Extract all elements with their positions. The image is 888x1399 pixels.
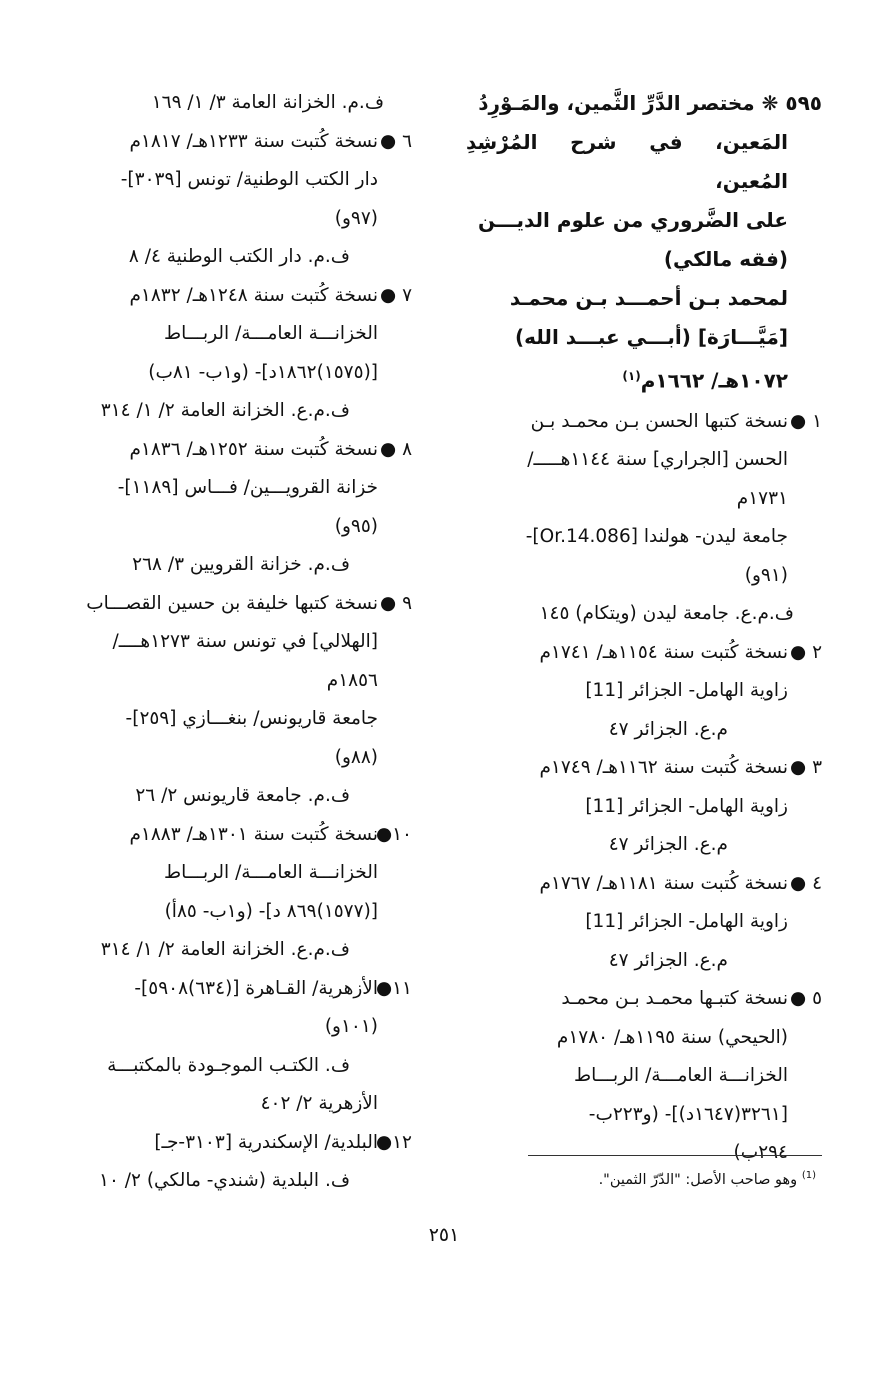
catalog-reference: م.ع. الجزائر ٤٧ xyxy=(608,949,728,971)
entry-text: (١٠١و) xyxy=(324,1016,378,1037)
entry-text: البلدية/ الإسكندرية [٣١٠٣-جـ] xyxy=(154,1131,378,1153)
entry-number: ٧ ● xyxy=(380,284,412,306)
entry-number: ٩ ● xyxy=(380,592,412,614)
entry-text: (الحيحي) سنة ١١٩٥هـ/ ١٧٨٠م xyxy=(556,1026,788,1048)
entry-text: نسخة كُتبت سنة ١١٦٢هـ/ ١٧٤٩م xyxy=(539,757,788,779)
entry-text: الأزهرية/ القـاهرة [(٦٣٤)٥٩٠٨]- xyxy=(134,977,378,999)
page-number: ٢٥١ xyxy=(428,1224,460,1246)
library-location: [٣٢٦١(١٦٤٧د)]- (و٢٢٣ب- xyxy=(588,1103,788,1125)
catalog-reference: ف.م. دار الكتب الوطنية ٤/ ٨ xyxy=(128,246,350,267)
manuscript-entry-4 xyxy=(466,865,822,981)
entry-number: ٥ ● xyxy=(790,988,822,1010)
entry-text: نسخة كتبها خليفة بن حسين القصـــاب xyxy=(86,592,378,614)
entry-text: نسخة كتبها الحسن بـن محمـد بـن xyxy=(530,410,788,432)
library-location: خزانة القرويـــين/ فـــاس [١١٨٩]- xyxy=(117,477,378,498)
catalog-reference: م.ع. الجزائر ٤٧ xyxy=(608,718,728,740)
catalog-reference: م.ع. الجزائر ٤٧ xyxy=(608,834,728,856)
manuscript-entry-2 xyxy=(466,634,822,750)
library-location: (٨٨و) xyxy=(334,746,378,768)
heading-line: على الضَّروري من علوم الديـــن xyxy=(477,208,788,232)
catalog-reference: ف.م. خزانة القرويين ٣/ ٢٦٨ xyxy=(132,554,350,575)
footnote-divider xyxy=(528,1155,822,1156)
library-location: زاوية الهامل- الجزائر [11] xyxy=(585,680,788,702)
entry-text: نسخة كُتبت سنة ١٢٥٢هـ/ ١٨٣٦م xyxy=(129,438,378,460)
entry-text: نسخة كُتبت سنة ١١٨١هـ/ ١٧٦٧م xyxy=(539,872,788,894)
manuscript-entry-10 xyxy=(40,816,412,970)
footnote-text: وهو صاحب الأصل: "الدّرّ الثمين". xyxy=(598,1171,798,1188)
library-location: (٩١و) xyxy=(744,564,788,586)
manuscript-entry-8 xyxy=(40,431,412,585)
entry-number: ٤ ● xyxy=(790,872,822,894)
entry-number: ١٢● xyxy=(375,1131,412,1153)
heading-line: ٥٩٥ ❋ مختصر الدَّرِّ الثَّمين، والمَـوْرِدُ xyxy=(478,91,822,115)
entry-text: ١٨٥٦م xyxy=(326,669,378,691)
library-location: زاوية الهامل- الجزائر [11] xyxy=(585,795,788,817)
entry-text: نسخة كُتبت سنة ١٢٣٣هـ/ ١٨١٧م xyxy=(129,130,378,152)
heading-line: المَعين، في شرح المُرْشِدِ المُعين، xyxy=(466,130,788,193)
library-location: ٢٩٤ب) xyxy=(733,1142,788,1164)
heading-date-line xyxy=(466,357,822,401)
library-location: [(١٥٧٥)١٨٦٢د]- (و١ب- ٨١ب) xyxy=(148,361,378,383)
catalog-reference: ف. الكتـب الموجـودة بالمكتبـــة xyxy=(107,1054,350,1076)
heading-line: (فقه مالكي) xyxy=(663,247,788,271)
manuscript-entry-3 xyxy=(466,749,822,865)
entry-number: ٨ ● xyxy=(380,438,412,460)
library-location: (٩٥و) xyxy=(334,515,378,537)
catalog-reference: الأزهرية ٢/ ٤٠٢ xyxy=(260,1093,378,1114)
entry-heading xyxy=(466,84,822,401)
manuscript-entry-6 xyxy=(40,123,412,277)
entry-text: نسخة كُتبت سنة ١١٥٤هـ/ ١٧٤١م xyxy=(539,641,788,663)
entry-number: ٣ ● xyxy=(790,757,822,779)
manuscript-entry-5 xyxy=(466,980,822,1173)
manuscript-entry-1 xyxy=(466,403,822,634)
entry-text: [الهلالي] في تونس سنة ١٢٧٣هــــ/ xyxy=(112,631,378,652)
left-column xyxy=(40,84,412,1201)
entry-text: نسخة كُتبت سنة ١٢٤٨هـ/ ١٨٣٢م xyxy=(129,284,378,306)
catalog-reference: ف.م.ع. الخزانة العامة ٢/ ١/ ٣١٤ xyxy=(100,400,350,421)
manuscript-entry-7 xyxy=(40,277,412,431)
heading-date: ١٠٧٢هـ/ ١٦٦٢م xyxy=(640,368,788,393)
heading-line: لمحمد بـن أحمـــد بـن محمـد xyxy=(509,286,788,310)
entry-number: ١١● xyxy=(375,977,412,999)
catalog-reference: ف.م. جامعة قاريونس ٢/ ٢٦ xyxy=(135,785,350,806)
catalog-reference: ف.م. الخزانة العامة ٣/ ١/ ١٦٩ xyxy=(151,92,384,113)
catalog-reference: ف.م.ع. الخزانة العامة ٢/ ١/ ٣١٤ xyxy=(100,939,350,960)
entry-text: الحسن [الجراري] سنة ١١٤٤هـــــ/ xyxy=(527,449,788,471)
library-location: [(١٥٧٧)٨٦٩ د]- (و١ب- ٨٥أ) xyxy=(164,900,378,922)
library-location: جامعة قاريونس/ بنغـــازي [٢٥٩]- xyxy=(125,708,378,729)
manuscript-entry-11 xyxy=(40,970,412,1124)
entry-text: ١٧٣١م xyxy=(736,487,788,509)
footnote xyxy=(599,1170,816,1188)
catalog-reference: ف. البلدية (شندي- مالكي) ٢/ ١٠ xyxy=(99,1170,350,1191)
manuscript-entry-9 xyxy=(40,585,412,816)
entry-number: ١٠● xyxy=(375,823,412,845)
library-location: الخزانـــة العامـــة/ الربـــاط xyxy=(164,862,378,883)
entry-number: ٢ ● xyxy=(790,641,822,663)
library-location: جامعة ليدن- هولندا [Or.14.086]- xyxy=(525,526,788,548)
entry-number: ١ ● xyxy=(790,410,822,432)
footnote-marker: (١) xyxy=(622,369,641,383)
library-location: دار الكتب الوطنية/ تونس [٣٠٣٩]- xyxy=(120,169,378,190)
footnote-number: (1) xyxy=(801,1170,816,1181)
right-column xyxy=(466,84,822,1173)
library-location: (٩٧و) xyxy=(334,207,378,229)
library-location: زاوية الهامل- الجزائر [11] xyxy=(585,911,788,933)
library-location: الخزانـــة العامـــة/ الربـــاط xyxy=(164,323,378,344)
heading-line: [مَيَّـــارَة] (أبـــي عبـــد الله) xyxy=(515,325,788,349)
entry-text: نسخة كتبـها محمـد بـن محمـد xyxy=(561,988,788,1010)
manuscript-entry-12 xyxy=(40,1124,412,1201)
catalog-reference: ف.م.ع. جامعة ليدن (ويتكام) ١٤٥ xyxy=(539,603,794,625)
entry-number: ٦ ● xyxy=(380,130,412,152)
entry-text: نسخة كُتبت سنة ١٣٠١هـ/ ١٨٨٣م xyxy=(129,823,378,845)
library-location: الخزانـــة العامـــة/ الربـــاط xyxy=(574,1065,788,1087)
